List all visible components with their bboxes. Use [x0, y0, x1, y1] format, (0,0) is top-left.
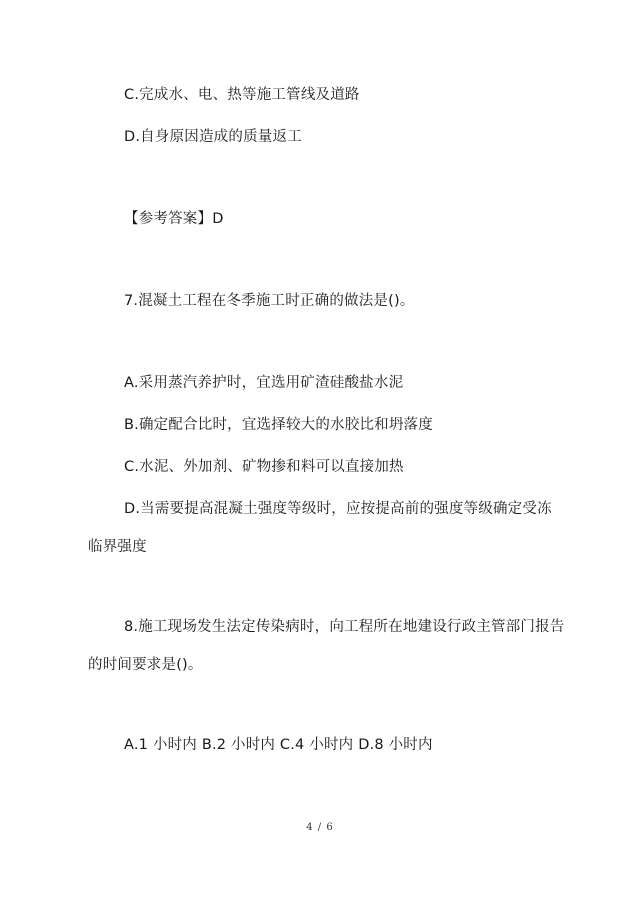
q6-reference-answer: 【参考答案】D [124, 211, 224, 227]
q7-option-a: A.采用蒸汽养护时，宜选用矿渣硅酸盐水泥 [124, 375, 404, 391]
q7-option-c: C.水泥、外加剂、矿物掺和料可以直接加热 [124, 459, 404, 475]
q8-options: A.1 小时内 B.2 小时内 C.4 小时内 D.8 小时内 [124, 737, 433, 753]
q6-option-d: D.自身原因造成的质量返工 [124, 129, 302, 145]
q6-option-c: C.完成水、电、热等施工管线及道路 [124, 87, 360, 103]
page-number: 4 / 6 [306, 822, 334, 833]
q8-question-line2: 的时间要求是()。 [88, 657, 203, 673]
q7-option-d-line1: D.当需要提高混凝土强度等级时，应按提高前的强度等级确定受冻 [124, 501, 552, 517]
q7-question: 7.混凝土工程在冬季施工时正确的做法是()。 [124, 293, 415, 309]
q8-question-line1: 8.施工现场发生法定传染病时，向工程所在地建设行政主管部门报告 [124, 619, 565, 635]
q7-option-d-line2: 临界强度 [88, 539, 147, 555]
q7-option-b: B.确定配合比时，宜选择较大的水胶比和坍落度 [124, 417, 433, 433]
